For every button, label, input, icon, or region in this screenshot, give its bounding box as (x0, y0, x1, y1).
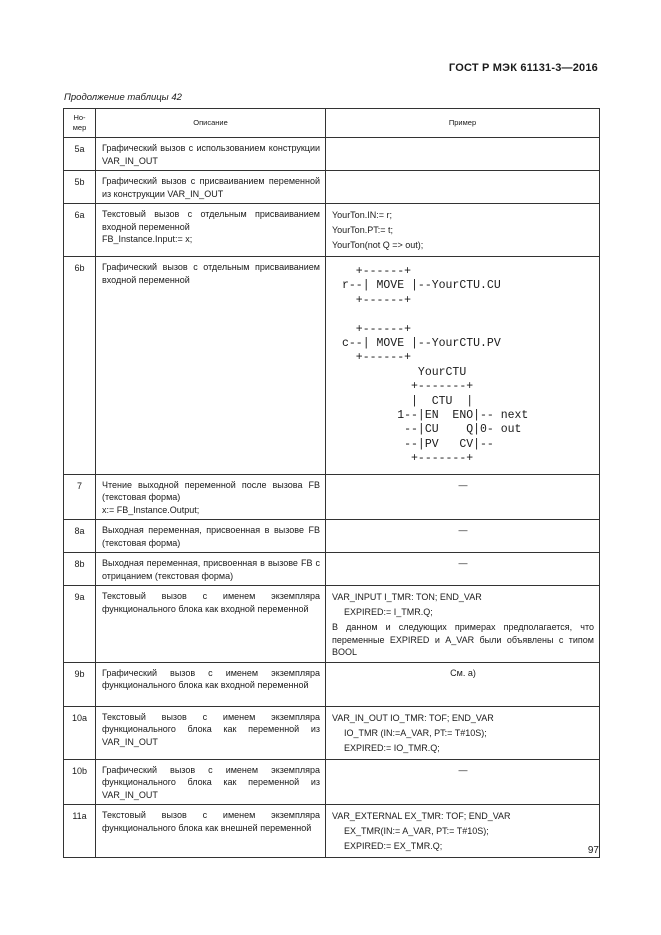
spec-table (63, 108, 600, 858)
row-description: Выходная переменная, присвоенная в вызове FB (текстовая форма) (96, 520, 326, 553)
example-line: YourTon(not Q => out); (332, 240, 424, 250)
row-number: 6b (64, 257, 96, 475)
row-number: 8b (64, 553, 96, 586)
page-number: 97 (587, 845, 599, 856)
row-example (326, 204, 600, 257)
row-description: Графический вызов с присваиванием переменной из конструкции VAR_IN_OUT (96, 171, 326, 204)
row-example (326, 586, 600, 663)
row-description: Графический вызов с отдельным присваиванием входной переменной (96, 257, 326, 475)
desc-text: Текстовый вызов с отдельным присваиванием входной переменной (102, 209, 320, 232)
row-number: 10a (64, 706, 96, 759)
example-line: VAR_IN_OUT IO_TMR: TOF; END_VAR (332, 712, 494, 723)
row-number: 10b (64, 759, 96, 805)
row-example: — (326, 759, 600, 805)
row-description: Текстовый вызов с именем экземпляра функционального блока как входной переменной (96, 586, 326, 663)
table-row (64, 204, 600, 257)
table-row (64, 759, 600, 805)
row-example (326, 138, 600, 171)
table-row (64, 553, 600, 586)
desc-code: FB_Instance.Input:= x; (102, 234, 193, 244)
row-number: 9a (64, 586, 96, 663)
table-row (64, 706, 600, 759)
row-example (326, 257, 600, 475)
row-description: Графический вызов с использованием конструкции VAR_IN_OUT (96, 138, 326, 171)
row-example (326, 171, 600, 204)
example-line: EXPIRED:= EX_TMR.Q; (344, 841, 443, 852)
row-example (326, 805, 600, 858)
row-description: Текстовый вызов с именем экземпляра функционального блока как переменной из VAR_IN_OUT (96, 706, 326, 759)
example-note: В данном и следующих примерах предполагается, что переменные EXPIRED и A_VAR были объявлены с типом BOOL (332, 622, 594, 658)
desc-code: x:= FB_Instance.Output; (102, 504, 200, 515)
row-example: См. а) (326, 662, 600, 706)
table-row (64, 586, 600, 663)
col-header-number: Но-мер (64, 109, 96, 138)
row-description: Графический вызов с именем экземпляра функционального блока как входной переменной (96, 662, 326, 706)
table-row (64, 474, 600, 520)
example-line: EXPIRED:= I_TMR.Q; (344, 607, 433, 618)
row-description (96, 204, 326, 257)
example-line: IO_TMR (IN:=A_VAR, PT:= T#10S); (344, 727, 487, 738)
table-row (64, 520, 600, 553)
row-number: 6a (64, 204, 96, 257)
row-example (326, 706, 600, 759)
row-example: — (326, 553, 600, 586)
row-number: 5a (64, 138, 96, 171)
row-number: 5b (64, 171, 96, 204)
row-number: 8a (64, 520, 96, 553)
col-header-description: Описание (96, 109, 326, 138)
standard-header: ГОСТ Р МЭК 61131-3—2016 (448, 62, 598, 74)
row-example: — (326, 474, 600, 520)
row-description: Выходная переменная, присвоенная в вызове FB с отрицанием (текстовая форма) (96, 553, 326, 586)
example-line: VAR_INPUT I_TMR: TON; END_VAR (332, 592, 482, 603)
table-row (64, 138, 600, 171)
graphic-diagram: +------+ r--| MOVE |--YourCTU.CU +------+ +------+ c--| MOVE |--YourCTU.PV +------+ YourCTU +-------+ | CTU | 1--|EN ENO|-- next --|CU Q|0- out --|PV CV|-- +-------+ (342, 265, 529, 466)
table-row (64, 171, 600, 204)
table-caption: Продолжение таблицы 42 (64, 92, 182, 103)
row-description: Графический вызов с именем экземпляра функционального блока как переменной из VAR_IN_OUT (96, 759, 326, 805)
row-number: 11a (64, 805, 96, 858)
row-number: 7 (64, 474, 96, 520)
example-line: YourTon.IN:= r; (332, 210, 392, 220)
example-line: VAR_EXTERNAL EX_TMR: TOF; END_VAR (332, 811, 511, 822)
row-description (96, 474, 326, 520)
row-description: Текстовый вызов с именем экземпляра функционального блока как внешней переменной (96, 805, 326, 858)
col-header-example: Пример (326, 109, 600, 138)
example-line: YourTon.PT:= t; (332, 225, 393, 235)
example-line: EX_TMR(IN:= A_VAR, PT:= T#10S); (344, 826, 489, 837)
row-number: 9b (64, 662, 96, 706)
example-line: EXPIRED:= IO_TMR.Q; (344, 742, 440, 753)
desc-text: Чтение выходной переменной после вызова FB (текстовая форма) (102, 479, 320, 503)
table-row (64, 805, 600, 858)
row-example: — (326, 520, 600, 553)
table-row (64, 257, 600, 475)
table-row (64, 662, 600, 706)
